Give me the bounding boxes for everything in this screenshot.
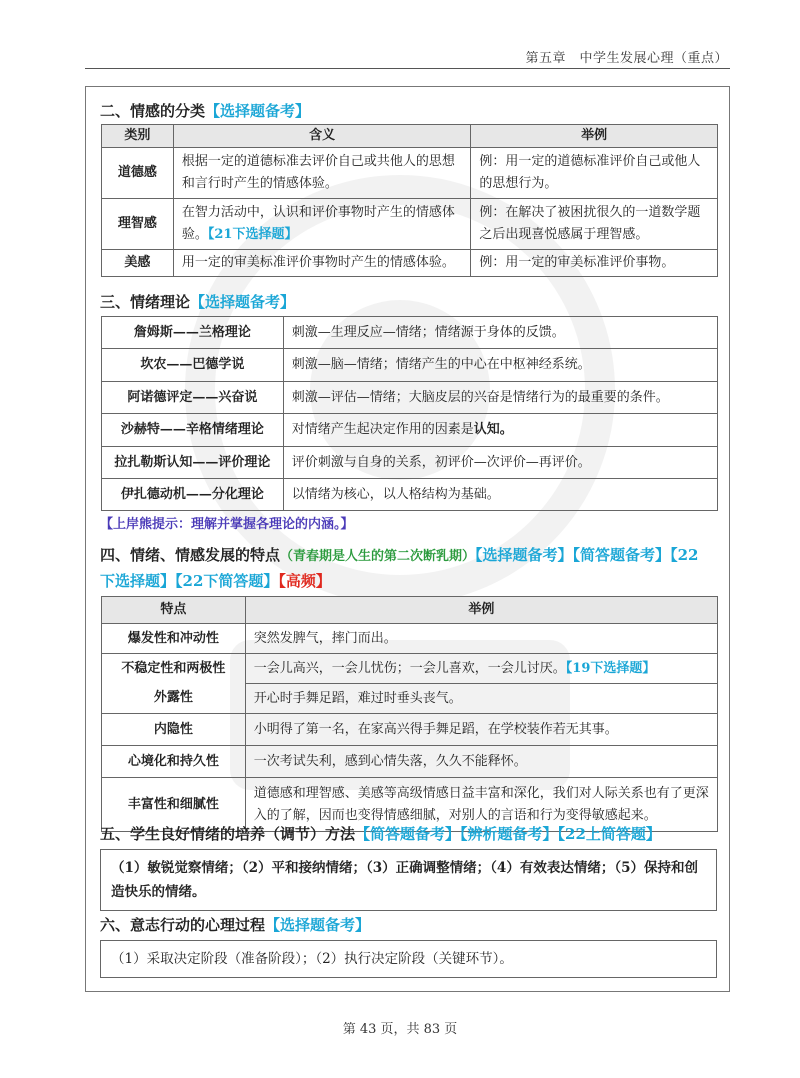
meaning-text: 在智力活动中，认识和评价事物时产生的情感体验。 bbox=[181, 205, 455, 242]
table-row bbox=[102, 684, 718, 714]
section-6-title: 六、意志行动的心理过程 bbox=[100, 916, 266, 934]
table-row bbox=[102, 250, 718, 277]
section-4-tag-3b: 下选择题】 bbox=[100, 572, 176, 590]
table-row bbox=[102, 199, 718, 250]
meaning-cell bbox=[173, 199, 471, 250]
theory-desc: 评价刺激与自身的关系，初评价—次评价—再评价。 bbox=[283, 447, 717, 479]
header-feature: 特点 bbox=[102, 597, 246, 624]
example-cell: 道德感和理智感、美感等高级情感日益丰富和深化，我们对人际关系也有了更深入的了解，因而也变得情感细腻，对别人的言语和行为变得敏感起来。 bbox=[245, 778, 717, 832]
category-cell: 道德感 bbox=[102, 148, 174, 199]
table-row bbox=[102, 746, 718, 778]
header-rule bbox=[85, 68, 730, 69]
page-footer: 第 43 页，共 83 页 bbox=[342, 1022, 458, 1037]
section-2-tag: 【选择题备考】 bbox=[205, 102, 311, 120]
section-5-tag-3: 【22上简答题】 bbox=[557, 825, 661, 843]
category-cell: 理智感 bbox=[102, 199, 174, 250]
section-6-tag: 【选择题备考】 bbox=[265, 916, 371, 934]
example-cell bbox=[245, 654, 717, 684]
section-2-heading bbox=[100, 100, 310, 121]
section-4-title: 四、情绪、情感发展的特点 bbox=[100, 546, 281, 564]
example-cell: 小明得了第一名，在家高兴得手舞足蹈，在学校装作若无其事。 bbox=[245, 714, 717, 746]
section-4-note: （青春期是人生的第二次断乳期） bbox=[280, 549, 476, 564]
header-example: 举例 bbox=[245, 597, 717, 624]
meaning-text: 用一定的审美标准评价事物时产生的情感体验。 bbox=[181, 255, 455, 270]
category-cell: 美感 bbox=[102, 250, 174, 277]
table-row bbox=[102, 317, 718, 349]
table-header-row bbox=[102, 125, 718, 148]
section-5-title: 五、学生良好情绪的培养（调节）方法 bbox=[100, 825, 356, 843]
feature-cell: 外露性 bbox=[102, 684, 246, 714]
table-row bbox=[102, 148, 718, 199]
meaning-text: 根据一定的道德标准去评价自己或共他人的思想和言行时产生的情感体验。 bbox=[181, 154, 455, 191]
table-row bbox=[102, 349, 718, 382]
section-2-title: 二、情感的分类 bbox=[100, 102, 206, 120]
example-cell: 突然发脾气，摔门而出。 bbox=[245, 624, 717, 654]
section-6-heading bbox=[100, 914, 370, 935]
meaning-cell bbox=[173, 250, 471, 277]
section-5-content: （1）敏锐觉察情绪；（2）平和接纳情绪；（3）正确调整情绪；（4）有效表达情绪；（5）保持和创造快乐的情绪。 bbox=[100, 849, 717, 911]
feature-cell: 不稳定性和两极性 bbox=[102, 654, 246, 684]
example-cell: 例：用一定的审美标准评价事物。 bbox=[471, 250, 718, 277]
feature-cell: 爆发性和冲动性 bbox=[102, 624, 246, 654]
table-row bbox=[102, 714, 718, 746]
section-4-tag-3a: 【22 bbox=[670, 546, 699, 564]
theory-name: 阿诺德评定——兴奋说 bbox=[102, 382, 284, 414]
example-text: 一会儿高兴，一会儿忧伤；一会儿喜欢，一会儿讨厌。 bbox=[253, 660, 566, 676]
header-meaning: 含义 bbox=[173, 125, 471, 148]
theory-name: 拉扎勒斯认知——评价理论 bbox=[102, 447, 284, 479]
section-3-title: 三、情绪理论 bbox=[100, 293, 191, 311]
section-4-tag-2: 【简答题备考】 bbox=[572, 546, 671, 564]
section-5-tag-1: 【简答题备考】 bbox=[355, 825, 461, 843]
example-cell: 例：用一定的道德标准评价自己或他人的思想行为。 bbox=[471, 148, 718, 199]
header-example: 举例 bbox=[471, 125, 718, 148]
table-row bbox=[102, 447, 718, 479]
section-4-tag-4: 【22下简答题】 bbox=[175, 572, 279, 590]
section-3-tag: 【选择题备考】 bbox=[190, 293, 296, 311]
example-cell: 例：在解决了被困扰很久的一道数学题之后出现喜悦感属于理智感。 bbox=[471, 199, 718, 250]
feature-cell: 心境化和持久性 bbox=[102, 746, 246, 778]
header-category: 类别 bbox=[102, 125, 174, 148]
meaning-cell bbox=[173, 148, 471, 199]
theory-desc bbox=[283, 414, 717, 447]
section-4-heading bbox=[100, 543, 720, 593]
theory-name: 沙赫特——辛格情绪理论 bbox=[102, 414, 284, 447]
theory-name: 伊扎德动机——分化理论 bbox=[102, 479, 284, 511]
exam-tag: 【21下选择题】 bbox=[207, 227, 298, 242]
theory-desc: 刺激—生理反应—情绪；情绪源于身体的反馈。 bbox=[283, 317, 717, 349]
tip-note: 【上岸熊提示：理解并掌握各理论的内涵。】 bbox=[100, 517, 354, 532]
emotion-classification-table bbox=[101, 124, 718, 277]
theory-name: 坎农——巴德学说 bbox=[102, 349, 284, 382]
feature-cell: 丰富性和细腻性 bbox=[102, 778, 246, 832]
theory-desc: 以情绪为核心，以人格结构为基础。 bbox=[283, 479, 717, 511]
emotion-features-table bbox=[101, 596, 718, 832]
running-head: 第五章 中学生发展心理（重点） bbox=[525, 51, 728, 66]
theory-desc: 刺激—脑—情绪；情绪产生的中心在中枢神经系统。 bbox=[283, 349, 717, 382]
table-row bbox=[102, 624, 718, 654]
table-row bbox=[102, 479, 718, 511]
feature-cell: 内隐性 bbox=[102, 714, 246, 746]
table-row bbox=[102, 382, 718, 414]
table-row bbox=[102, 654, 718, 684]
section-6-content: （1）采取决定阶段（准备阶段）；（2）执行决定阶段（关键环节）。 bbox=[100, 940, 717, 978]
section-5-tag-2: 【辨析题备考】 bbox=[460, 825, 558, 843]
section-4-tag-5: 【高频】 bbox=[278, 572, 331, 590]
theory-desc: 刺激—评估—情绪；大脑皮层的兴奋是情绪行为的最重要的条件。 bbox=[283, 382, 717, 414]
section-3-heading bbox=[100, 291, 295, 312]
theory-desc-text: 对情绪产生起决定作用的因素是 bbox=[291, 422, 474, 437]
section-4-tag-1: 【选择题备考】 bbox=[475, 546, 573, 564]
example-cell: 开心时手舞足蹈，难过时垂头丧气。 bbox=[245, 684, 717, 714]
theory-name: 詹姆斯——兰格理论 bbox=[102, 317, 284, 349]
example-cell: 一次考试失利，感到心情失落，久久不能释怀。 bbox=[245, 746, 717, 778]
section-5-heading bbox=[100, 823, 661, 844]
table-header-row bbox=[102, 597, 718, 624]
emotion-theory-table bbox=[101, 316, 718, 511]
table-row bbox=[102, 414, 718, 447]
exam-tag: 【19下选择题】 bbox=[565, 660, 656, 676]
theory-desc-bold: 认知。 bbox=[473, 422, 513, 437]
